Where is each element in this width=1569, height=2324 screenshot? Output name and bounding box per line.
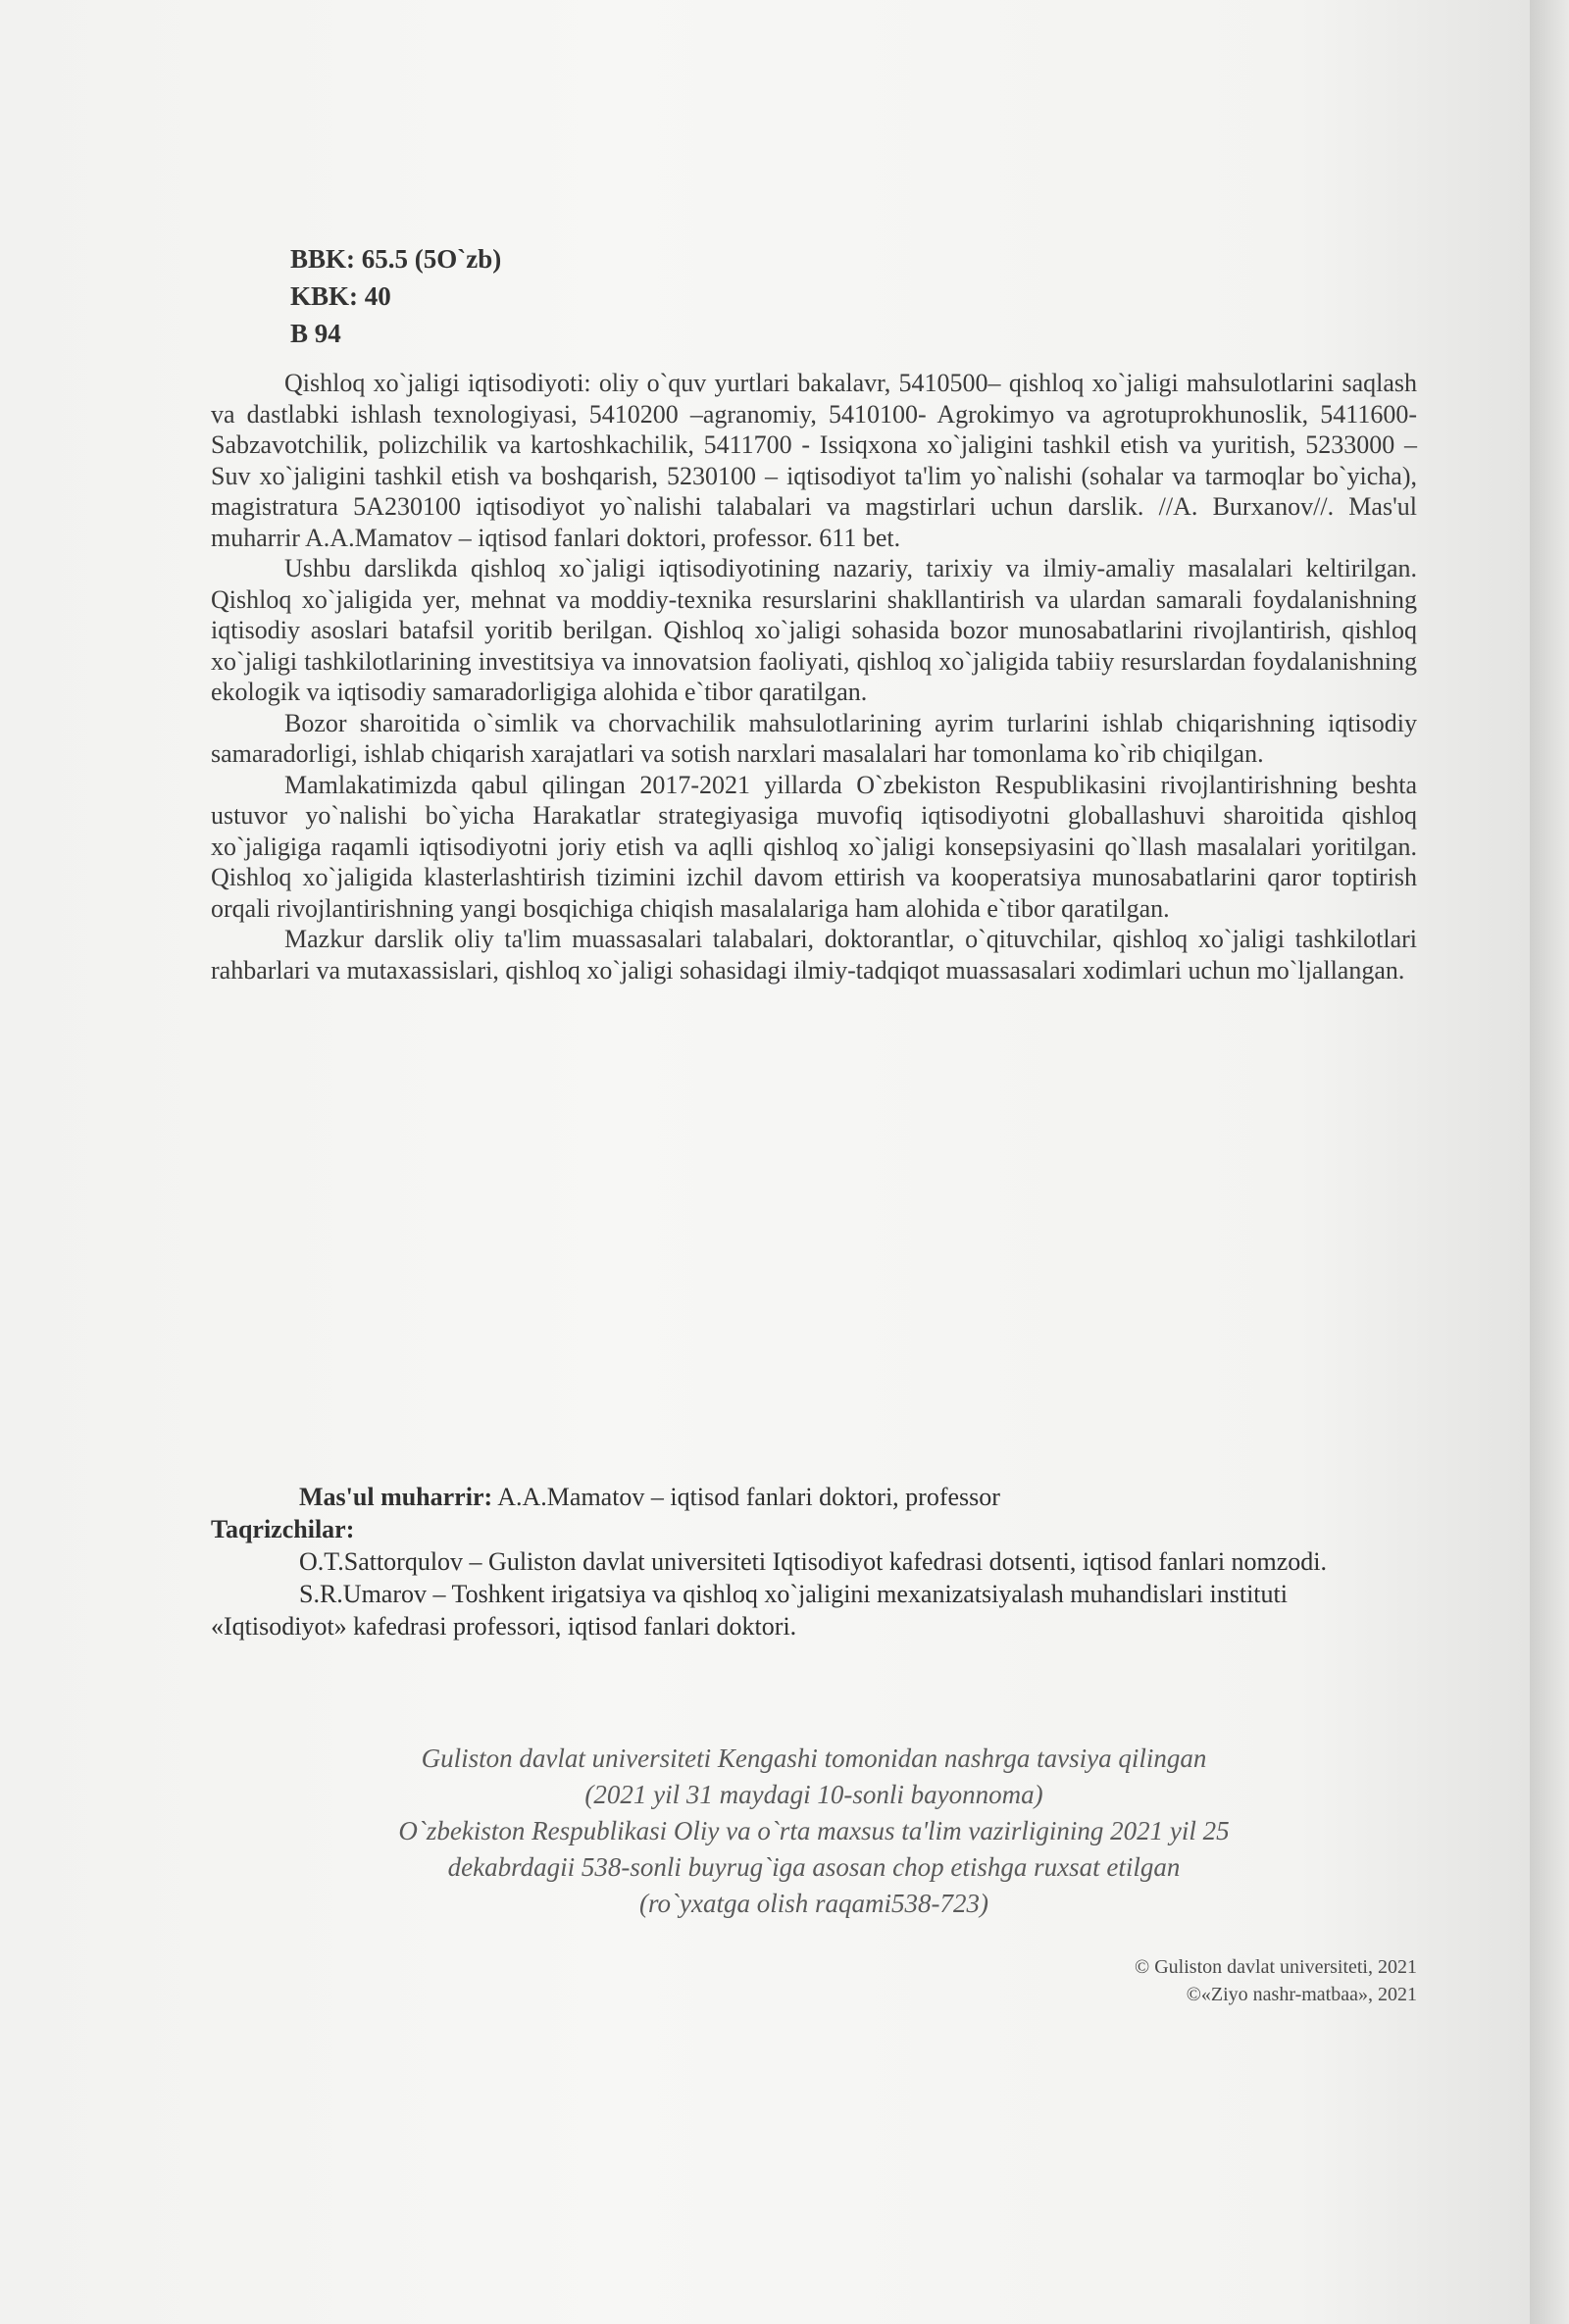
credits-section <box>211 1481 1417 1642</box>
bibliographic-paragraph: Qishloq xo`jaligi iqtisodiyoti: oliy o`quv yurtlari bakalavr, 5410500– qishloq xo`jaligi mahsulotlarini saqlash va dastlabki ishlash texnologiyasi, 5410200 –agranomiy, 5410100- Agrokimyo va agrotuprokhunoslik, 5411600- Sabzavotchilik, polizchilik va kartoshkachilik, 5411700 - Issiqxona xo`jaligini tashkil etish va yuritish, 5233000 – Suv xo`jaligini tashkil etish va boshqarish, 5230100 – iqtisodiyot ta'lim yo`nalishi (sohalar va tarmoqlar bo`yicha), magistratura 5A230100 iqtisodiyot yo`nalishi talabalari va magstirlari uchun darslik. //A. Burxanov//. Mas'ul muharrir A.A.Mamatov – iqtisod fanlari doktori, professor. 611 bet. <box>211 369 1417 552</box>
bbk-code: BBK: 65.5 (5O`zb) <box>290 244 502 274</box>
approval-line: O`zbekiston Respublikasi Oliy va o`rta maxsus ta'lim vazirligining 2021 yil 25 <box>398 1816 1230 1845</box>
classification-codes <box>290 240 501 352</box>
annotation-text <box>211 368 1417 985</box>
approval-line: (ro`yxatga olish raqami538-723) <box>639 1889 988 1918</box>
copyright-line: © Guliston davlat universiteti, 2021 <box>1135 1956 1417 1978</box>
editor-line <box>211 1481 1417 1513</box>
editor-name: A.A.Mamatov – iqtisod fanlari doktori, professor <box>497 1483 1000 1511</box>
audience-paragraph: Mazkur darslik oliy ta'lim muassasalari talabalari, doktorantlar, o`qituvchilar, qishloq xo`jaligi tashkilotlari rahbarlari va mutaxassislari, qishloq xo`jaligi sohasidagi ilmiy-tadqiqot muassasalari xodimlari uchun mo`ljallangan. <box>211 925 1417 985</box>
publication-approval <box>211 1741 1417 1922</box>
editor-label: Mas'ul muharrir: <box>299 1483 493 1511</box>
copyright-line: ©«Ziyo nashr-matbaa», 2021 <box>1186 1984 1417 2005</box>
reviewer-entry: O.T.Sattorqulov – Guliston davlat universiteti Iqtisodiyot kafedrasi dotsenti, iqtisod fanlari nomzodi. <box>299 1547 1328 1576</box>
reviewer-entry: S.R.Umarov – Toshkent irigatsiya va qishloq xo`jaligini mexanizatsiyalash muhandislari instituti «Iqtisodiyot» kafedrasi professori, iqtisod fanlari doktori. <box>211 1580 1288 1641</box>
summary-paragraph: Mamlakatimizda qabul qilingan 2017-2021 yillarda O`zbekiston Respublikasini rivojlantirishning beshta ustuvor yo`nalishi bo`yicha Harakatlar strategiyasiga muvofiq iqtisodiyotni globallashuvi sharoitida qishloq xo`jaligiga raqamli iqtisodiyotni joriy etish va aqlli qishloq xo`jaligi konsepsiyasini qo`llash masalalari yoritilgan. Qishloq xo`jaligida klasterlashtirish tizimini izchil davom ettirish va kooperatsiya munosabatlarini qaror toptirish orqali rivojlantirishning yangi bosqichiga chiqish masalalariga ham alohida e`tibor qaratilgan. <box>211 770 1417 923</box>
author-mark: B 94 <box>290 319 341 348</box>
summary-paragraph: Bozor sharoitida o`simlik va chorvachilik mahsulotlarining ayrim turlarini ishlab chiqarishning iqtisodiy samaradorligi, ishlab chiqarish xarajatlari va sotish narxlari masalalari har tomonlama ko`rib chiqilgan. <box>211 708 1417 768</box>
page-edge-shadow <box>1530 0 1569 2324</box>
approval-line: (2021 yil 31 maydagi 10-sonli bayonnoma) <box>584 1780 1043 1809</box>
reviewers-heading: Taqrizchilar: <box>211 1515 355 1543</box>
copyright-notice <box>883 1953 1417 2008</box>
kbk-code: KBK: 40 <box>290 281 391 311</box>
summary-paragraph: Ushbu darslikda qishloq xo`jaligi iqtisodiyotining nazariy, tarixiy va ilmiy-amaliy masalalari keltirilgan. Qishloq xo`jaligida yer, mehnat va moddiy-texnika resurslarini shakllantirish va ulardan samarali foydalanishning iqtisodiy asoslari batafsil yoritib berilgan. Qishloq xo`jaligi sohasida bozor munosabatlarini rivojlantirish, qishloq xo`jaligi tashkilotlarining investitsiya va innovatsion faoliyati, qishloq xo`jaligida tabiiy resurslardan foydalanishning ekologik va iqtisodiy samaradorligiga alohida e`tibor qaratilgan. <box>211 554 1417 706</box>
approval-line: dekabrdagii 538-sonli buyrug`iga asosan chop etishga ruxsat etilgan <box>447 1852 1181 1882</box>
approval-line: Guliston davlat universiteti Kengashi tomonidan nashrga tavsiya qilingan <box>421 1743 1207 1773</box>
